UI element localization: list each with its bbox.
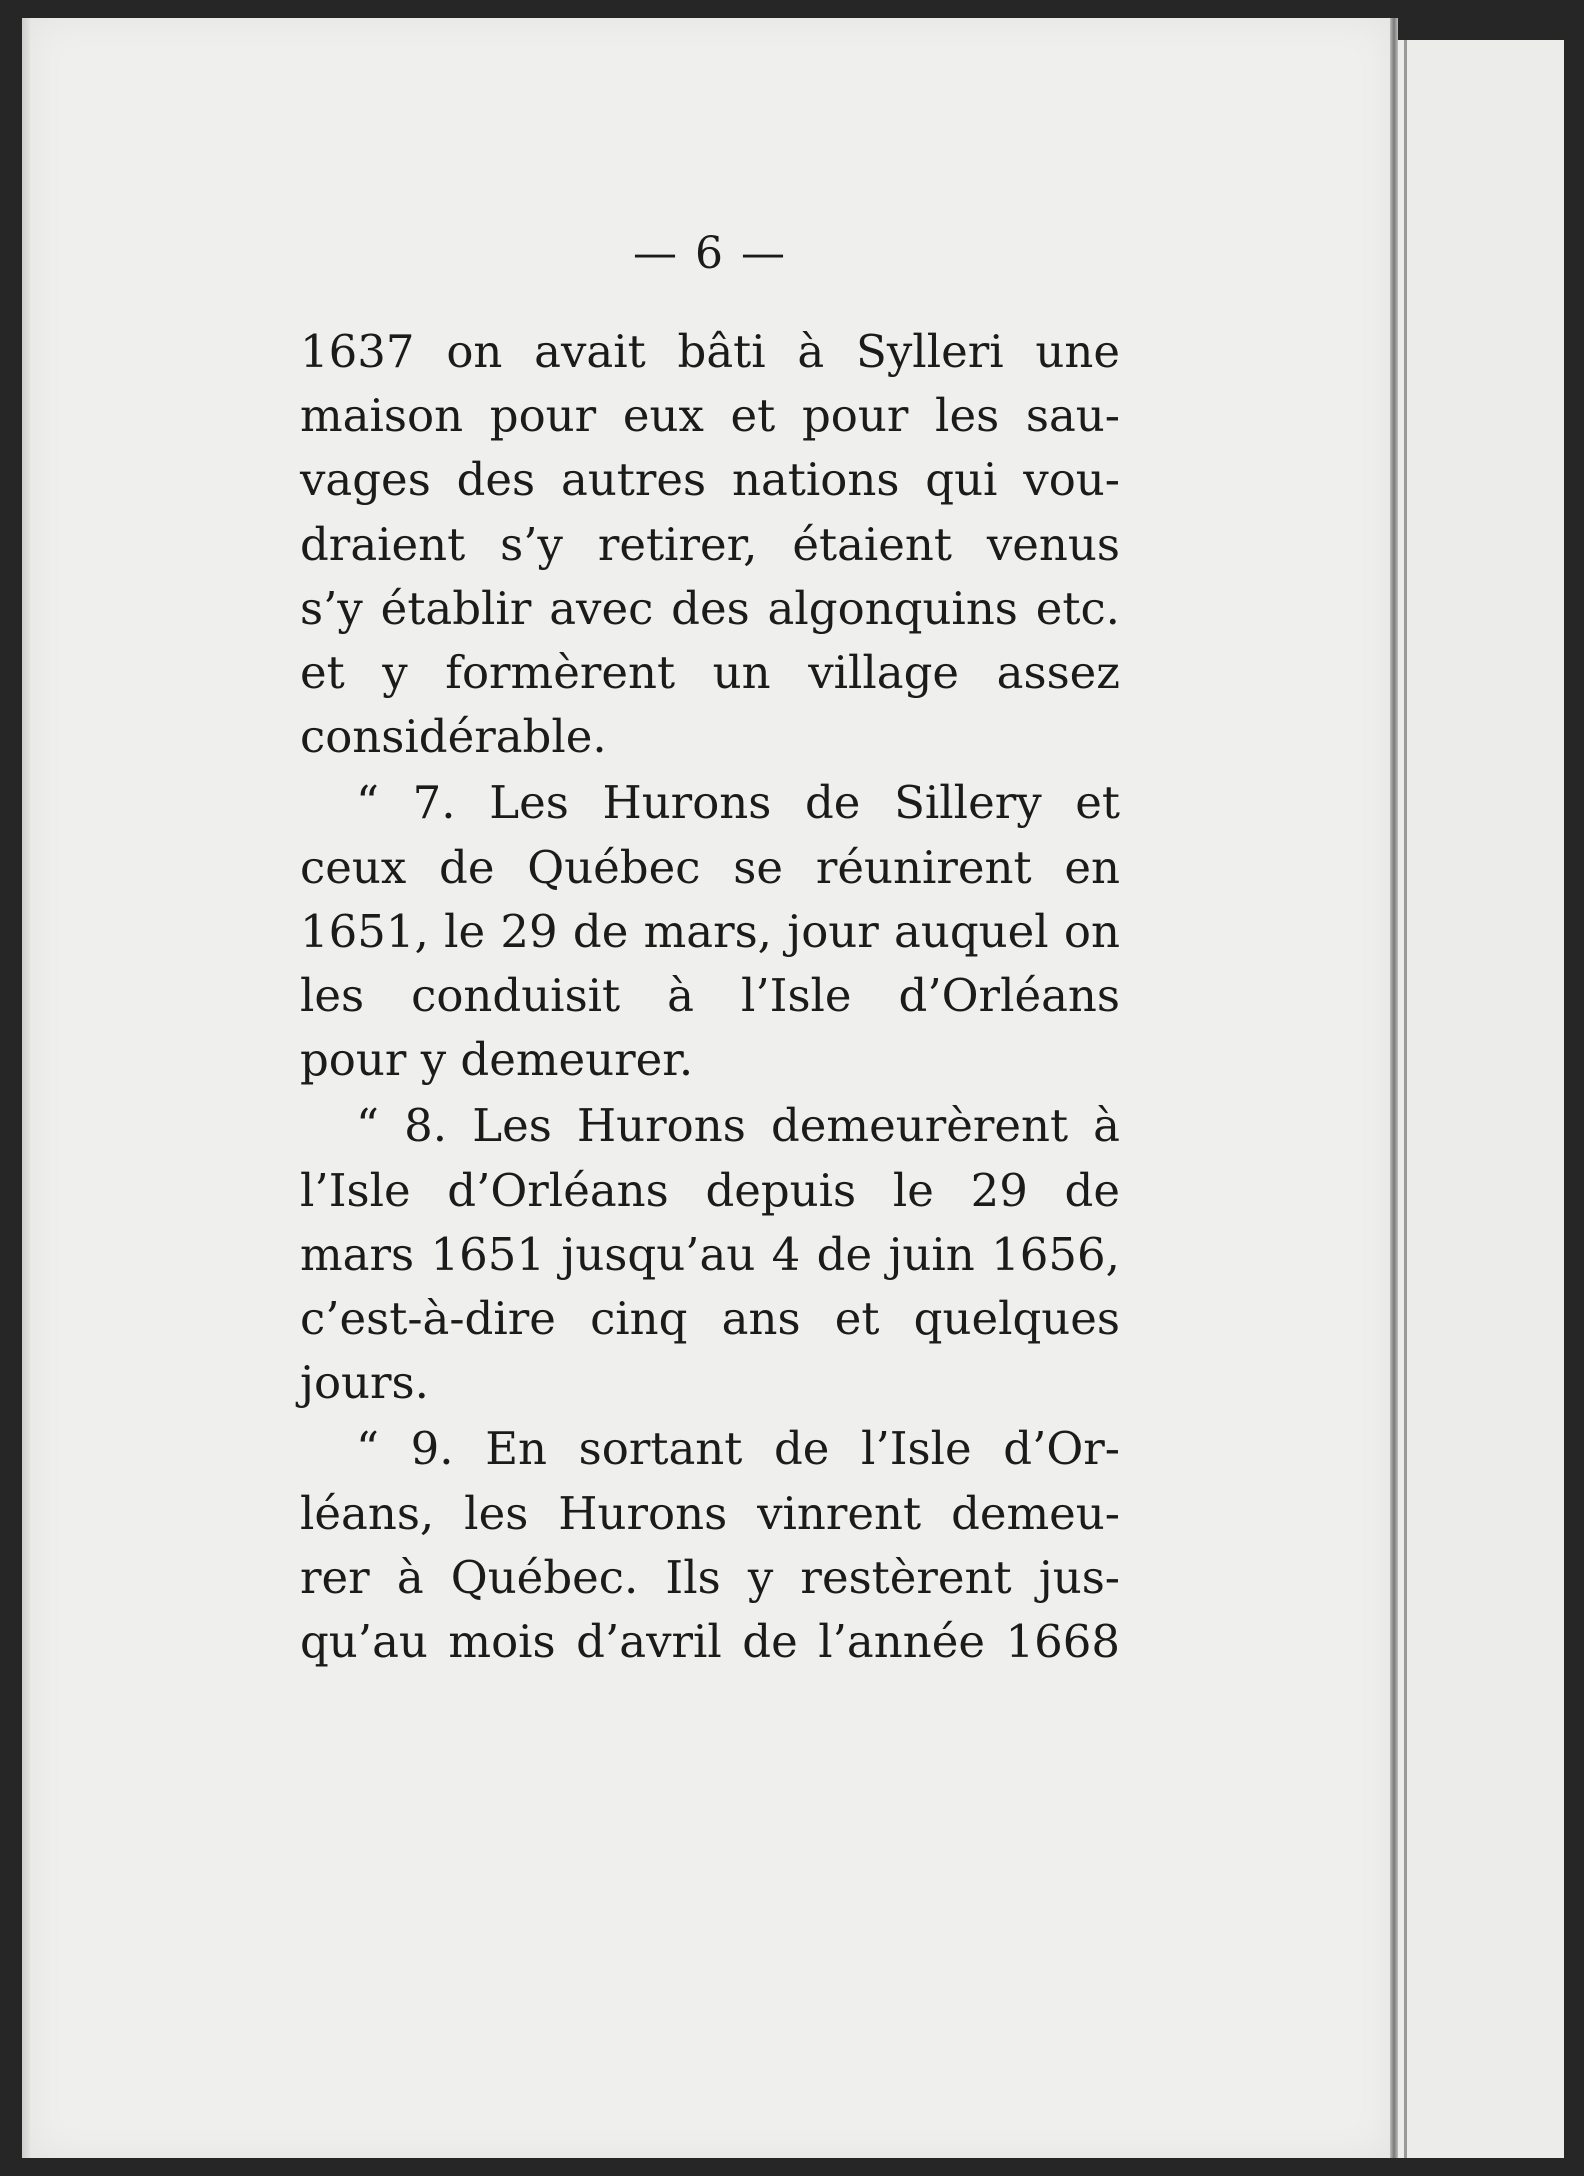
page-number: — 6 — <box>633 228 787 279</box>
text-line: mars 1651 jusqu’au 4 de juin 1656, <box>300 1227 1120 1281</box>
text-line: vages des autres nations qui vou- <box>300 453 1120 507</box>
paragraph-9 <box>300 1417 1120 1674</box>
adjacent-page <box>1398 40 1564 2158</box>
text-line: et y formèrent un village assez <box>300 646 1120 700</box>
text-line: pour y demeurer. <box>300 1033 694 1087</box>
text-line: les conduisit à l’Isle d’Orléans <box>300 969 1120 1023</box>
adjacent-page-edge <box>1404 40 1407 2158</box>
text-line: draient s’y retirer, étaient venus <box>300 517 1120 571</box>
text-line: 1637 on avait bâti à Sylleri une <box>300 325 1120 378</box>
body-text <box>300 320 1120 1674</box>
text-line: jours. <box>300 1356 429 1410</box>
text-line: léans, les Hurons vinrent demeu- <box>300 1486 1120 1540</box>
text-line: ceux de Québec se réunirent en <box>300 840 1120 894</box>
text-line: considérable. <box>300 710 607 764</box>
text-line: qu’au mois d’avril de l’année 1668 <box>300 1615 1120 1669</box>
paragraph-7 <box>300 771 1120 1092</box>
text-line: c’est-à-dire cinq ans et quelques <box>300 1292 1120 1346</box>
paragraph-continuation <box>300 320 1120 769</box>
text-line: l’Isle d’Orléans depuis le 29 de <box>300 1163 1120 1217</box>
text-line: maison pour eux et pour les sau- <box>300 389 1120 443</box>
text-line: 1651, le 29 de mars, jour auquel on <box>300 904 1120 958</box>
paragraph-8 <box>300 1094 1120 1415</box>
text-line: s’y établir avec des algonquins etc. <box>300 581 1120 635</box>
text-line: rer à Québec. Ils y restèrent jus- <box>300 1550 1120 1604</box>
page-gutter <box>1390 18 1398 2158</box>
text-line: “ 7. Les Hurons de Sillery et <box>356 776 1120 830</box>
text-line: “ 9. En sortant de l’Isle d’Or- <box>356 1422 1120 1476</box>
text-line: “ 8. Les Hurons demeurèrent à <box>356 1099 1120 1153</box>
